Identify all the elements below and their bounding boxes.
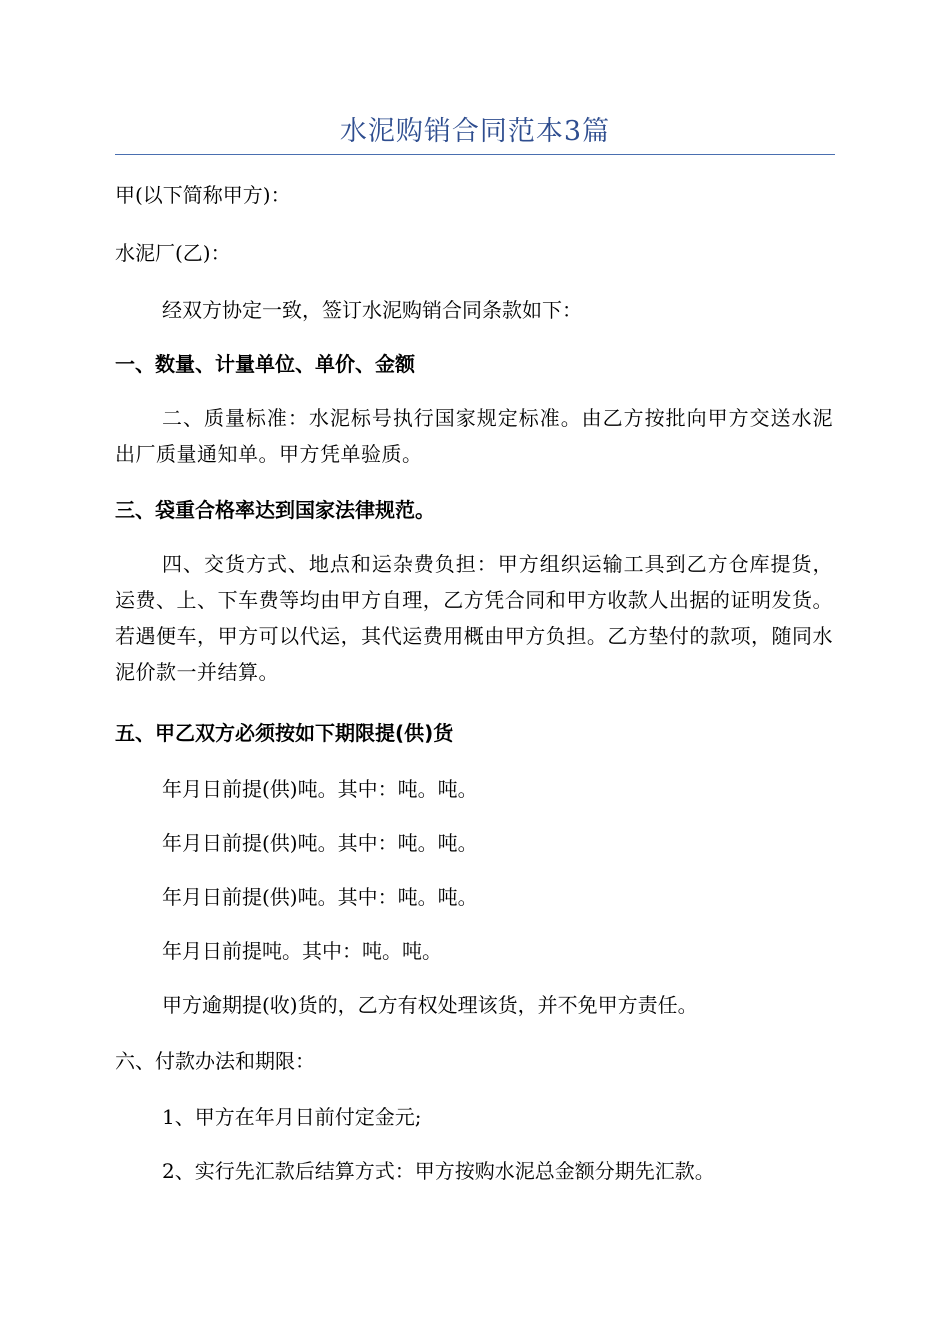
section-3-heading: 三、袋重合格率达到国家法律规范。 <box>115 498 435 522</box>
party-a-line: 甲(以下简称甲方)： <box>115 183 291 207</box>
section-5-heading: 五、甲乙双方必须按如下期限提(供)货 <box>115 721 454 745</box>
section-6-heading: 六、付款办法和期限： <box>115 1049 315 1073</box>
section-4-paragraph: 四、交货方式、地点和运杂费负担：甲方组织运输工具到乙方仓库提货，运费、上、下车费等均由甲方自理，乙方凭合同和甲方收款人出据的证明发货。若遇便车，甲方可以代运，其代运费用概由甲方负担。乙方垫付的款项，随同水泥价款一并结算。 <box>115 552 833 684</box>
schedule-line-2: 年月日前提(供)吨。其中：吨。吨。 <box>162 831 478 855</box>
document-title: 水泥购销合同范本3篇 <box>339 116 611 147</box>
party-b-line: 水泥厂(乙)： <box>115 241 231 265</box>
section-2-paragraph: 二、质量标准：水泥标号执行国家规定标准。由乙方按批向甲方交送水泥出厂质量通知单。甲方凭单验质。 <box>115 406 833 466</box>
title-underline <box>115 154 835 155</box>
payment-line-2: 2、实行先汇款后结算方式：甲方按购水泥总金额分期先汇款。 <box>162 1159 715 1183</box>
schedule-line-4: 年月日前提吨。其中：吨。吨。 <box>162 939 442 963</box>
schedule-line-3: 年月日前提(供)吨。其中：吨。吨。 <box>162 885 478 909</box>
schedule-line-1: 年月日前提(供)吨。其中：吨。吨。 <box>162 777 478 801</box>
intro-paragraph: 经双方协定一致，签订水泥购销合同条款如下： <box>162 298 582 322</box>
payment-line-1: 1、甲方在年月日前付定金元; <box>162 1105 422 1129</box>
overdue-clause: 甲方逾期提(收)货的，乙方有权处理该货，并不免甲方责任。 <box>162 993 698 1017</box>
section-1-heading: 一、数量、计量单位、单价、金额 <box>115 352 415 376</box>
